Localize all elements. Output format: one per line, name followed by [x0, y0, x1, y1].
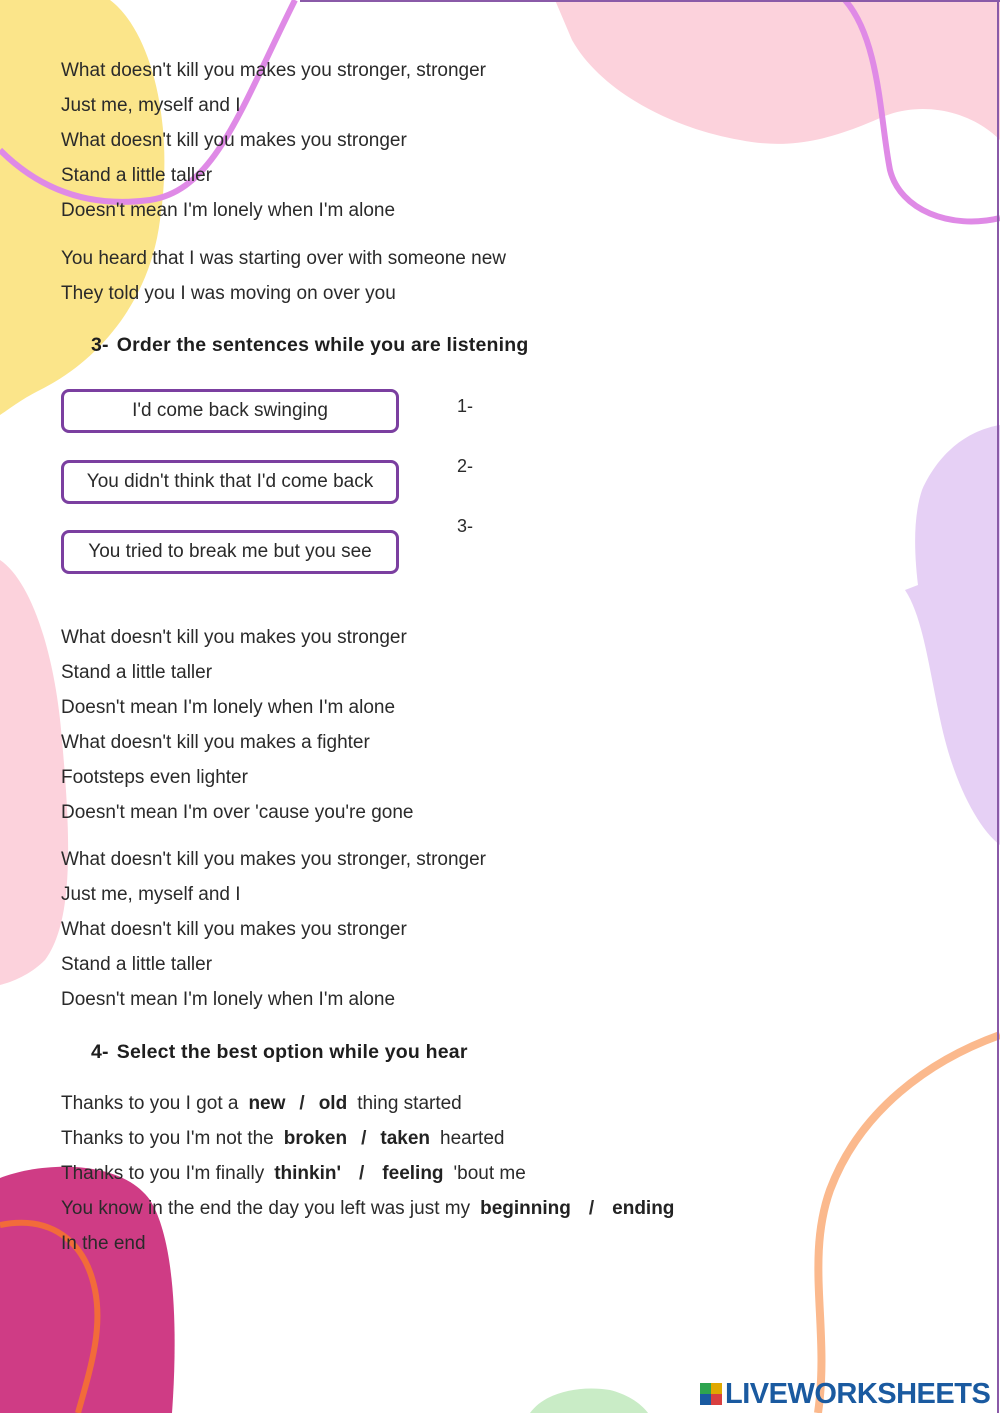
option-beginning[interactable]: beginning	[480, 1198, 571, 1219]
option-new[interactable]: new	[248, 1093, 286, 1114]
lyric-line: Stand a little taller	[61, 954, 213, 975]
liveworksheets-logo	[700, 1376, 990, 1412]
choice-line	[61, 1086, 674, 1121]
lyrics-chorus-a	[61, 620, 413, 830]
exercise-3-heading	[91, 334, 528, 357]
option-separator: /	[299, 1093, 305, 1114]
choice-text: 'bout me	[453, 1163, 526, 1184]
lyric-line: Doesn't mean I'm lonely when I'm alone	[61, 989, 396, 1010]
choice-text: Thanks to you I'm not the	[61, 1128, 274, 1149]
answer-slot-2[interactable]: 2-	[457, 456, 474, 476]
answer-slot-1[interactable]: 1-	[457, 396, 474, 416]
lyric-line: What doesn't kill you makes you stronger	[61, 919, 407, 940]
lyrics-chorus-b	[61, 842, 486, 1017]
option-old[interactable]: old	[318, 1093, 348, 1114]
answer-slot-3[interactable]: 3-	[457, 516, 474, 536]
lyric-line: Just me, myself and I	[61, 95, 241, 116]
draggable-sentence-box[interactable]: You tried to break me but you see	[61, 530, 399, 574]
exercise-title: Order the sentences while you are listening	[116, 334, 529, 356]
exercise-title: Select the best option while you hear	[116, 1041, 468, 1063]
option-ending[interactable]: ending	[612, 1198, 675, 1219]
exercise-number: 4-	[91, 1041, 109, 1063]
lyric-line: What doesn't kill you makes you stronger, stronger	[61, 849, 486, 870]
lyric-line: Doesn't mean I'm lonely when I'm alone	[61, 200, 396, 221]
option-separator: /	[588, 1198, 595, 1219]
choice-text: Thanks to you I'm finally	[61, 1163, 265, 1184]
lyric-line: What doesn't kill you makes you stronger	[61, 627, 407, 648]
choice-text: Thanks to you I got a	[61, 1093, 239, 1114]
lyric-line: Doesn't mean I'm over 'cause you're gone	[61, 802, 414, 823]
choice-text: thing started	[357, 1093, 462, 1114]
option-separator: /	[361, 1128, 367, 1149]
choice-text: You know in the end the day you left was just my	[61, 1198, 471, 1219]
choice-line	[61, 1156, 674, 1191]
lyric-line: Stand a little taller	[61, 662, 213, 683]
lyric-line: Just me, myself and I	[61, 884, 241, 905]
option-broken[interactable]: broken	[283, 1128, 348, 1149]
option-feeling[interactable]: feeling	[382, 1163, 444, 1184]
exercise-4-heading	[91, 1041, 468, 1064]
lyric-line: You heard that I was starting over with someone new	[61, 248, 506, 269]
logo-grid-icon	[700, 1383, 722, 1405]
exercise-4-lines	[61, 1086, 674, 1261]
exercise-number: 3-	[91, 334, 109, 356]
lyric-line: They told you I was moving on over you	[61, 283, 396, 304]
lyric-line: In the end	[61, 1233, 146, 1254]
lyric-line: Footsteps even lighter	[61, 767, 248, 788]
lyrics-verse-two	[61, 241, 506, 311]
option-taken[interactable]: taken	[380, 1128, 431, 1149]
choice-line	[61, 1191, 674, 1226]
option-thinkin[interactable]: thinkin'	[274, 1163, 342, 1184]
draggable-sentence-box[interactable]: I'd come back swinging	[61, 389, 399, 433]
lyric-line: Doesn't mean I'm lonely when I'm alone	[61, 697, 396, 718]
draggable-sentence-box[interactable]: You didn't think that I'd come back	[61, 460, 399, 504]
lyric-line: What doesn't kill you makes a fighter	[61, 732, 370, 753]
choice-text: hearted	[440, 1128, 505, 1149]
lyric-line: What doesn't kill you makes you stronger	[61, 130, 407, 151]
lyrics-verse-top	[61, 53, 486, 228]
option-separator: /	[359, 1163, 365, 1184]
logo-text: LIVEWORKSHEETS	[725, 1377, 991, 1410]
choice-line	[61, 1121, 674, 1156]
lyric-line: Stand a little taller	[61, 165, 213, 186]
lyric-line: What doesn't kill you makes you stronger, stronger	[61, 60, 486, 81]
